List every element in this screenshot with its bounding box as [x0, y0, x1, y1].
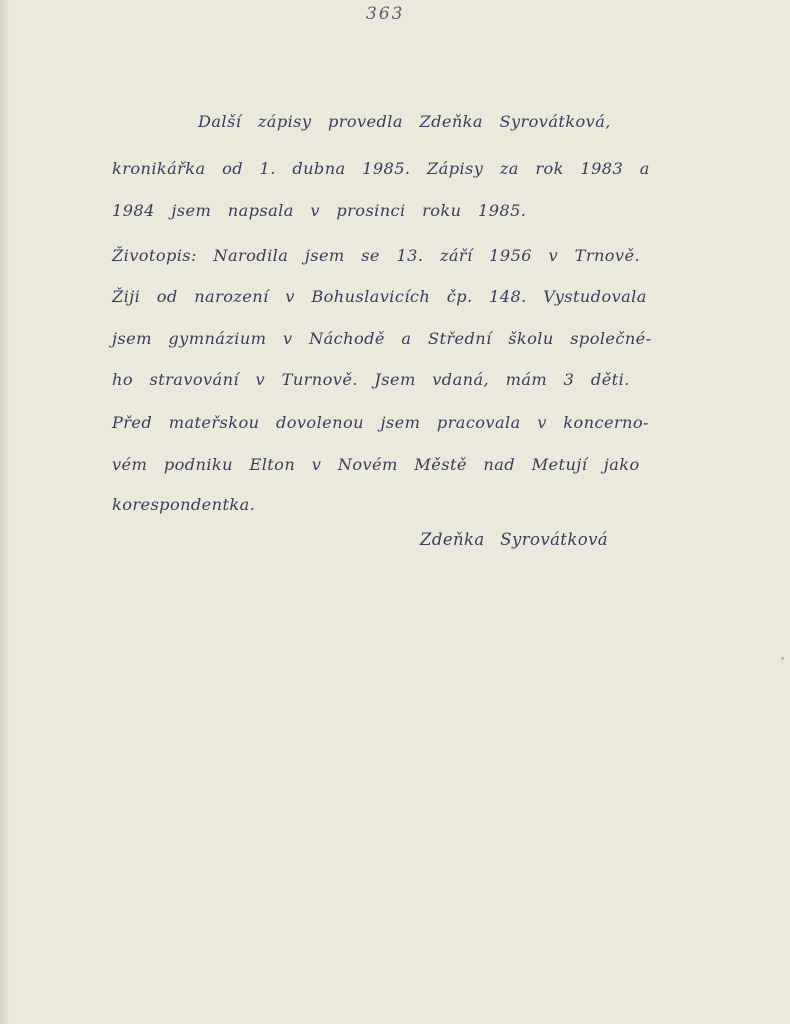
page-number: 363 [366, 4, 405, 24]
entry-line-6: jsem gymnázium v Náchodě a Střední školu společné- [112, 329, 652, 348]
page-edge-shadow [0, 0, 10, 1024]
entry-line-9: vém podniku Elton v Novém Městě nad Metují jako [112, 455, 640, 474]
entry-line-10: korespondentka. [112, 495, 256, 514]
paper-speck [781, 657, 784, 660]
entry-line-3: 1984 jsem napsala v prosinci roku 1985. [112, 201, 527, 220]
signature: Zdeňka Syrovátková [420, 530, 609, 549]
entry-line-1: Další zápisy provedla Zdeňka Syrovátková, [198, 112, 611, 131]
entry-line-8: Před mateřskou dovolenou jsem pracovala v koncerno- [112, 413, 649, 432]
entry-line-7: ho stravování v Turnově. Jsem vdaná, mám 3 děti. [112, 370, 630, 389]
entry-line-4: Životopis: Narodila jsem se 13. září 1956 v Trnově. [112, 246, 640, 265]
entry-line-5: Žiji od narození v Bohuslavicích čp. 148. Vystudovala [112, 287, 647, 306]
entry-line-2: kronikářka od 1. dubna 1985. Zápisy za rok 1983 a [112, 159, 650, 178]
